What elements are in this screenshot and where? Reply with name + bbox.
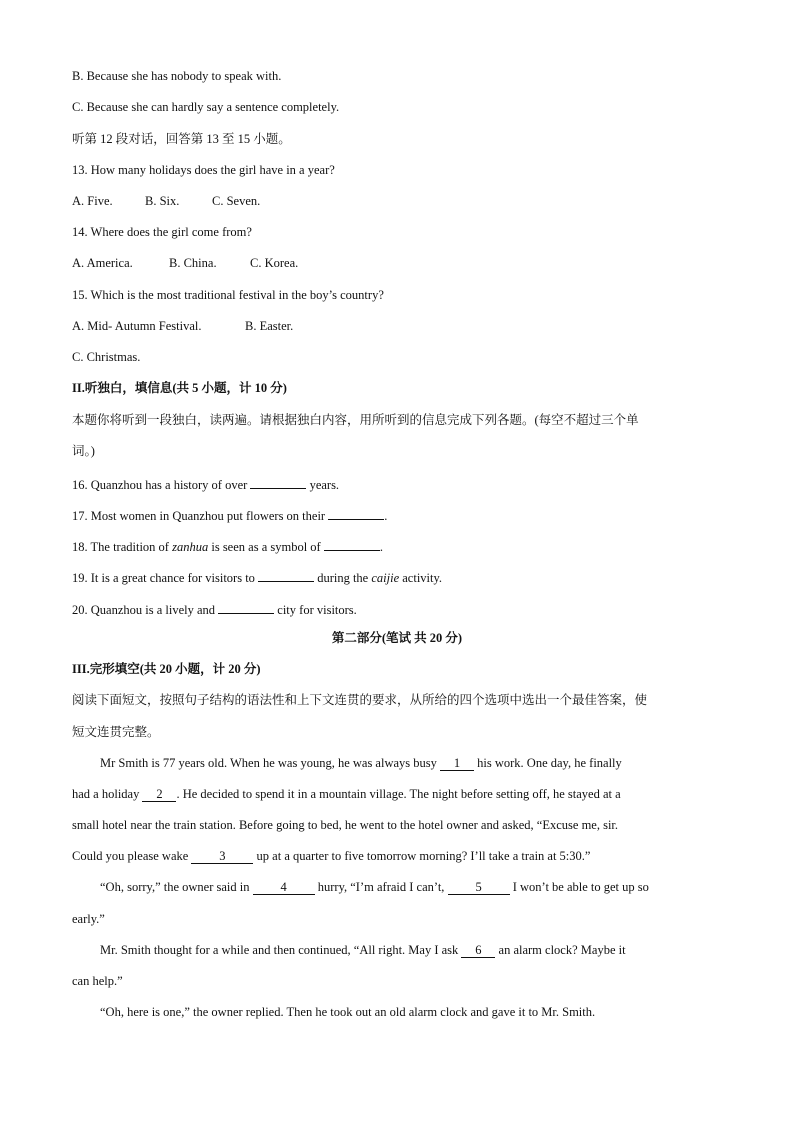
cloze-blank-3[interactable]: 3 [191,849,253,864]
passage-para1-line3: small hotel near the train station. Before going to bed, he went to the hotel owner and asked, “Excuse me, sir. [72,818,619,832]
q15-option-c: C. Christmas. [72,350,141,364]
question-16: 16. Quanzhou has a history of over years. [72,474,339,493]
section-2-instruction-line1: 本题你将听到一段独白，读两遍。请根据独白内容，用所听到的信息完成下列各题。(每空不超过三个单 [72,413,639,427]
answer-blank-19[interactable] [258,567,314,582]
passage-para1-line1: Mr Smith is 77 years old. When he was young, he was always busy 1 his work. One day, he finally [100,756,622,770]
q12-option-b: B. Because she has nobody to speak with. [72,69,282,83]
part-2-title: 第二部分(笔试 共 20 分) [331,631,463,645]
q14-option-c: C. Korea. [250,256,299,270]
cloze-blank-4[interactable]: 4 [253,880,315,895]
section-2-instruction-line2: 词。) [72,444,95,458]
q13-option-b: B. Six. [145,194,180,208]
question-18: 18. The tradition of zanhua is seen as a symbol of . [72,536,383,555]
answer-blank-16[interactable] [250,474,306,489]
cloze-blank-2[interactable]: 2 [142,787,176,802]
section-3-title: III.完形填空(共 20 小题，计 20 分) [72,662,261,676]
cloze-blank-6[interactable]: 6 [461,943,495,958]
q15-option-b: B. Easter. [245,319,294,333]
cloze-blank-1[interactable]: 1 [440,756,474,771]
answer-blank-17[interactable] [328,505,384,520]
cloze-blank-5[interactable]: 5 [448,880,510,895]
question-14: 14. Where does the girl come from? [72,225,252,239]
question-13-options [72,193,260,209]
question-17: 17. Most women in Quanzhou put flowers on their . [72,505,387,524]
question-14-options [72,255,298,271]
q13-option-a: A. Five. [72,194,113,208]
q14-option-a: A. America. [72,256,133,270]
passage-para1-line4: Could you please wake 3 up at a quarter to five tomorrow morning? I’ll take a train at 5:30.” [72,849,591,863]
answer-blank-20[interactable] [218,599,274,614]
question-19: 19. It is a great chance for visitors to during the caijie activity. [72,567,442,586]
q15-option-a: A. Mid- Autumn Festival. [72,319,202,333]
section-3-instruction-line1: 阅读下面短文，按照句子结构的语法性和上下文连贯的要求，从所给的四个选项中选出一个最佳答案，使 [72,693,648,707]
section-2-title: II.听独白，填信息(共 5 小题，计 10 分) [72,381,287,395]
q14-option-b: B. China. [169,256,217,270]
question-15: 15. Which is the most traditional festival in the boy’s country? [72,288,384,302]
q12-option-c: C. Because she can hardly say a sentence completely. [72,100,340,114]
instruction-dialogue-12: 听第 12 段对话，回答第 13 至 15 小题。 [72,132,291,146]
question-20: 20. Quanzhou is a lively and city for visitors. [72,599,357,618]
section-3-instruction-line2: 短文连贯完整。 [72,725,160,739]
question-13: 13. How many holidays does the girl have in a year? [72,163,335,177]
passage-para2-line2: early.” [72,912,105,926]
question-15-options [72,318,293,334]
answer-blank-18[interactable] [324,536,380,551]
q13-option-c: C. Seven. [212,194,261,208]
passage-para3-line2: can help.” [72,974,123,988]
passage-para4-line1: “Oh, here is one,” the owner replied. Then he took out an old alarm clock and gave it to Mr. Smith. [100,1005,596,1019]
passage-para1-line2: had a holiday 2 . He decided to spend it in a mountain village. The night before setting off, he stayed at a [72,787,621,801]
passage-para3-line1: Mr. Smith thought for a while and then continued, “All right. May I ask 6 an alarm clock? Maybe it [100,943,626,957]
passage-para2-line1: “Oh, sorry,” the owner said in 4 hurry, “I’m afraid I can’t, 5 I won’t be able to get up so [100,880,649,894]
